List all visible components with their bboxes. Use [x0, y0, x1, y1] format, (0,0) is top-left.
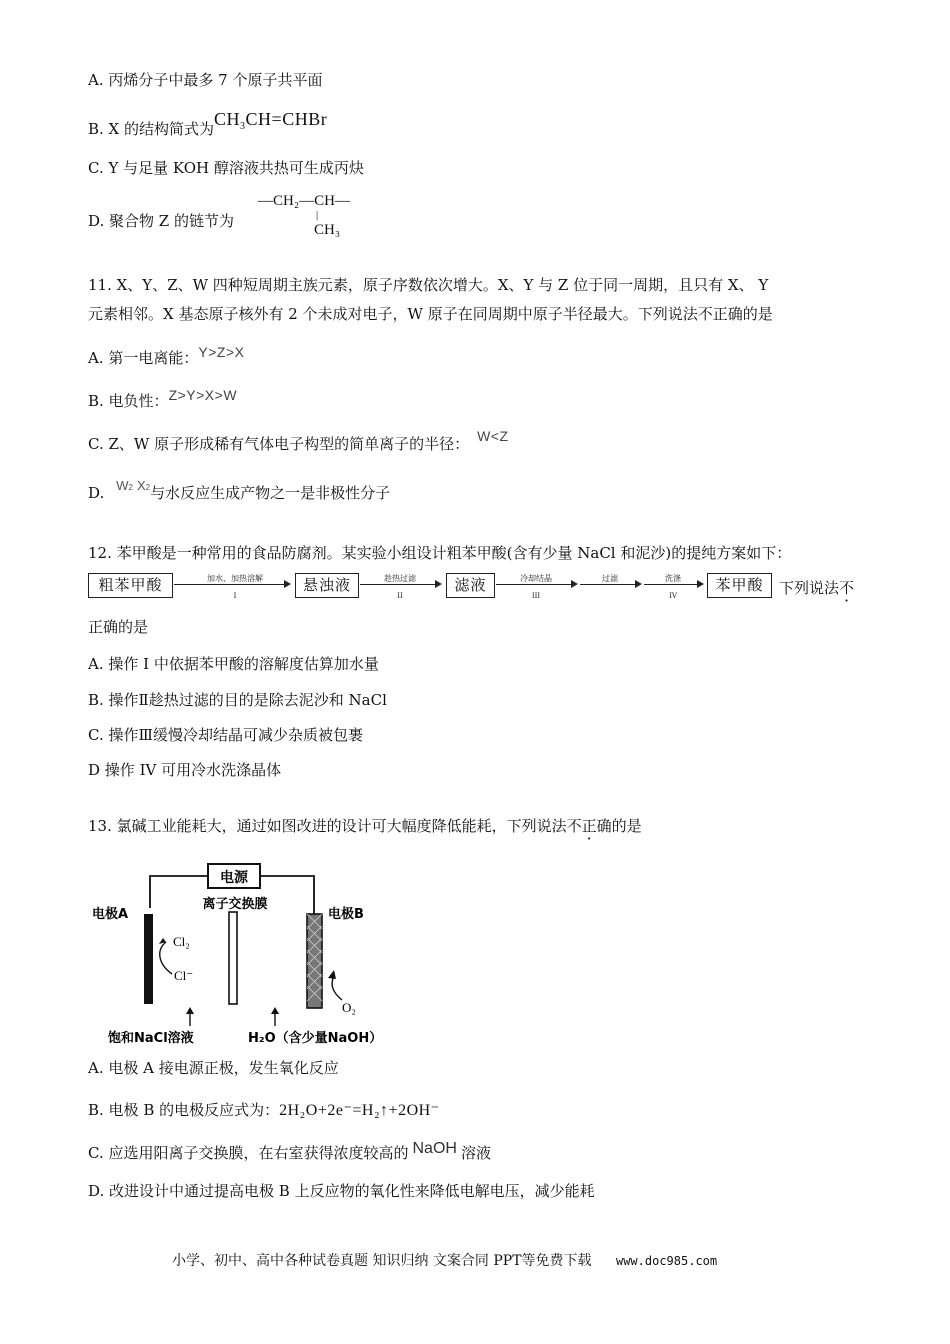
flow-step-4-label: 过滤: [602, 574, 618, 583]
q13-stem-emphasis: [567, 817, 612, 835]
q12-option-c: C. 操作Ⅲ缓慢冷却结晶可减少杂质被包裹: [88, 726, 363, 744]
q12-stem-end: 的是: [118, 618, 149, 636]
q11-option-a-formula: Y>Z>X: [198, 344, 245, 360]
chain-methyl: CH₃: [314, 222, 341, 238]
footer-url[interactable]: www.doc985.com: [615, 1254, 718, 1268]
q10-option-d-prefix: D. 聚合物 Z 的链节为: [88, 212, 234, 230]
right-inlet-arrowhead: [271, 1007, 279, 1014]
q11-option-b-prefix: B. 电负性：: [88, 392, 169, 410]
footer-text: 小学、初中、高中各种试卷真题 知识归纳 文案合同 PPT等免费下载: [172, 1253, 592, 1269]
q12-option-d: D 操作 IV 可用冷水洗涤晶体: [88, 761, 282, 779]
q12-stem-emphasis: 正确: [88, 618, 119, 636]
q13-stem-end: 的是: [611, 817, 642, 835]
membrane-label: 离子交换膜: [202, 897, 268, 912]
flow-arrow-3: [496, 584, 576, 585]
electrolysis-diagram: [80, 852, 420, 1052]
formula-subscript: 3: [240, 121, 246, 132]
q13-option-c: [88, 1140, 491, 1164]
power-supply-label: 电源: [220, 870, 248, 886]
wire-left: [150, 876, 208, 908]
flow-arrow-1: [174, 584, 289, 585]
q11-option-b: [88, 387, 238, 411]
q12-stem: 12. 苯甲酸是一种常用的食品防腐剂。某实验小组设计粗苯甲酸(含有少量 NaCl 和泥沙)的提纯方案如下：: [88, 544, 792, 562]
q10-option-d: [88, 211, 234, 231]
o2-arrowhead: [328, 970, 336, 979]
q11-option-c-formula: W<Z: [477, 428, 509, 444]
q10-option-a: A. 丙烯分子中最多 7 个原子共平面: [88, 71, 323, 89]
flow-step-2-number: II: [397, 592, 403, 600]
q12-tail-text: 下列说法: [779, 579, 840, 597]
q10-option-b-formula: [214, 109, 328, 132]
chain-bond: |: [316, 209, 319, 221]
left-solution-label: 饱和NaCl溶液: [108, 1031, 194, 1046]
cl2-label: Cl₂: [173, 934, 190, 949]
q13-stem: [88, 816, 642, 836]
q10-option-c: C. Y 与足量 KOH 醇溶液共热可生成丙炔: [88, 159, 364, 177]
flow-step-1-number: I: [233, 592, 237, 600]
flow-step-5-label: 洗涤: [665, 574, 681, 583]
formula-subscript: 2: [145, 483, 151, 492]
o2-label: O₂: [342, 1000, 356, 1015]
q13-option-b-equation: 2H₂O+2e⁻=H₂↑+2OH⁻: [279, 1102, 440, 1119]
flow-arrow-4: [580, 584, 640, 585]
q11-stem-line-2: 元素相邻。X 基态原子核外有 2 个未成对电子，W 原子在同周期中原子半径最大。下列说法不正确的是: [88, 305, 773, 323]
electrode-b-label: 电极B: [328, 907, 364, 922]
q11-option-c: [88, 428, 509, 454]
q11-stem-line-1: 11. X、Y、Z、W 四种短周期主族元素，原子序数依次增大。X、Y 与 Z 位于同一周期，且只有 X、 Y: [88, 276, 769, 294]
cl-arrow-path: [160, 942, 172, 974]
q11-option-c-prefix: C. Z、W 原子形成稀有气体电子构型的简单离子的半径：: [88, 435, 470, 453]
flow-step-5-number: IV: [669, 592, 677, 600]
formula-part: CH: [214, 109, 241, 129]
formula-subscript: 2: [128, 483, 133, 492]
formula-part: CH=CHBr: [245, 109, 328, 129]
q13-option-b-prefix: B. 电极 B 的电极反应式为：: [88, 1101, 280, 1119]
flow-step-3-label: 冷却结晶: [520, 574, 552, 583]
q13-option-c-suffix: 溶液: [460, 1144, 491, 1162]
q11-option-d: [88, 478, 391, 506]
q11-option-a-prefix: A. 第一电离能：: [88, 349, 199, 367]
electrode-a-label: 电极A: [92, 907, 129, 922]
formula-part: W: [116, 478, 129, 493]
flow-box-suspension: 悬浊液: [295, 573, 359, 598]
q12-option-b: B. 操作Ⅱ趁热过滤的目的是除去泥沙和 NaCl: [88, 691, 387, 709]
q11-option-d-suffix: 与水反应生成产物之一是非极性分子: [150, 484, 391, 502]
q11-option-b-formula: Z>Y>X>W: [168, 387, 238, 403]
q11-option-d-prefix: D.: [88, 484, 105, 502]
q12-tail-emphasis: 不: [839, 579, 855, 597]
right-solution-label: H₂O（含少量NaOH）: [248, 1031, 383, 1046]
q10-option-b-prefix: B. X 的结构简式为: [88, 120, 215, 138]
wire-right: [260, 876, 314, 914]
flow-box-filtrate: 滤液: [446, 573, 495, 598]
flow-box-crude: 粗苯甲酸: [88, 573, 173, 598]
flow-step-3-number: III: [531, 592, 541, 600]
flow-step-2-label: 趁热过滤: [384, 574, 416, 583]
q12-stem-tail: [779, 577, 854, 598]
q13-option-b: [88, 1100, 440, 1121]
flow-arrow-2: [360, 584, 440, 585]
q13-option-c-prefix: C. 应选用阳离子交换膜，在右室获得浓度较高的: [88, 1144, 409, 1162]
q13-option-d: D. 改进设计中通过提高电极 B 上反应物的氧化性来降低电解电压，减少能耗: [88, 1182, 595, 1200]
cl-minus-label: Cl⁻: [174, 968, 194, 983]
flow-arrow-5: [644, 584, 702, 585]
o2-arrow-path: [332, 976, 342, 1000]
left-inlet-arrowhead: [186, 1007, 194, 1014]
q10-chain-unit: [258, 192, 350, 239]
flow-box-benzoic-acid: 苯甲酸: [707, 573, 772, 598]
q12-option-a: A. 操作 I 中依据苯甲酸的溶解度估算加水量: [88, 655, 379, 673]
q11-option-d-formula: [116, 478, 150, 493]
q13-option-c-formula: NaOH: [412, 1140, 457, 1157]
q11-option-a: [88, 344, 245, 368]
chain-main: —CH₂—CH—: [258, 193, 350, 209]
q13-option-a: A. 电极 A 接电源正极，发生氧化反应: [88, 1059, 339, 1077]
formula-part: X: [137, 478, 146, 493]
ion-exchange-membrane: [229, 912, 237, 1004]
q13-stem-text: 13. 氯碱工业能耗大，通过如图改进的设计可大幅度降低能耗，下列说法: [88, 817, 567, 835]
electrode-a: [144, 914, 153, 1004]
q13-emphasis-text: 不正确: [566, 817, 612, 835]
page-footer: [172, 1250, 717, 1270]
q12-stem-continuation: [88, 617, 148, 637]
q10-option-b: [88, 109, 328, 142]
flow-step-1-label: 加水、加热溶解: [207, 574, 263, 583]
